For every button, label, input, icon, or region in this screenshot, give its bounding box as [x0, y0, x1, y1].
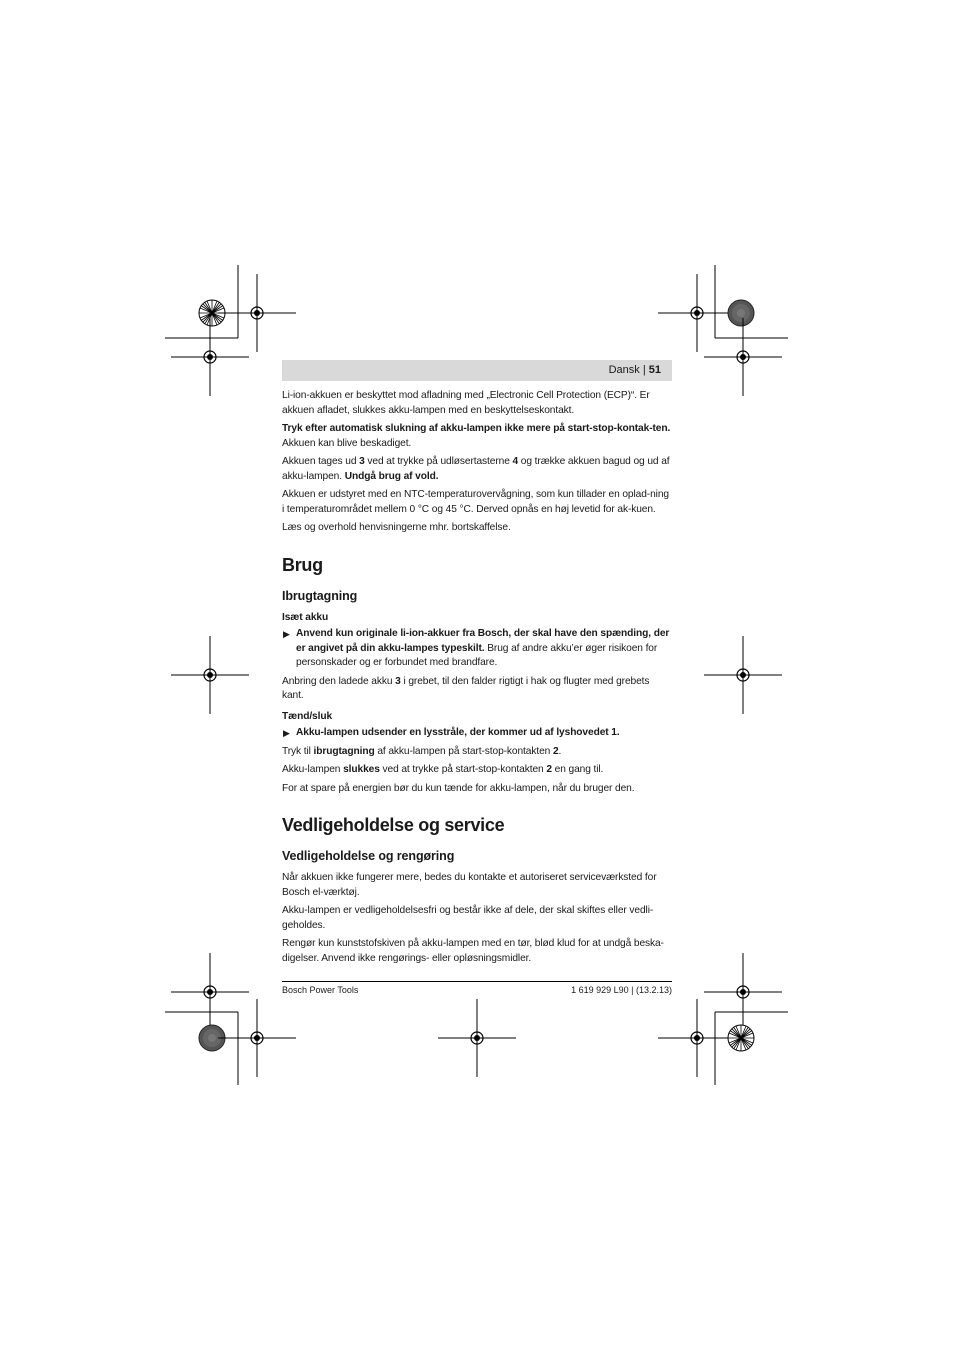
- page-content: [282, 389, 672, 970]
- heading-taend-sluk: Tænd/sluk: [282, 710, 333, 722]
- paragraph-warning: Tryk efter automatisk slukning af akku-lampen ikke mere på start-stop-kontak-ten. Akkuen kan blive beskadiget.: [282, 423, 671, 449]
- paragraph-ntc: Akkuen er udstyret med en NTC-temperaturovervågning, som kun tillader en oplad-ning i temperaturområdet mellem 0 °C og 45 °C. Derved opnås en høj levetid for ak-kuen.: [282, 489, 669, 515]
- heading-ibrugtagning: Ibrugtagning: [282, 588, 358, 603]
- paragraph-switch-on: Tryk til ibrugtagning af akku-lampen på start-stop-kontakten 2.: [282, 745, 562, 757]
- paragraph-cleaning: Rengør kun kunststofskiven på akku-lampen med en tør, blød klud for at undgå beska-digelser. Anvend ikke rengørings- eller opløsningsmidler.: [282, 938, 664, 964]
- bullet-original-batteries: ▶ Anvend kun originale li-ion-akkuer fra Bosch, der skal have den spænding, der er angivet på din akku-lampes typeskilt. Brug af andre akku’er øger risikoen for personskader og er forbundet med brandfare.: [283, 628, 670, 668]
- heading-brug: Brug: [282, 554, 323, 575]
- paragraph-switch-off: Akku-lampen slukkes ved at trykke på start-stop-kontakten 2 en gang til.: [282, 764, 604, 775]
- bullet-triangle-icon: ▶: [283, 629, 290, 639]
- paragraph-service-contact: Når akkuen ikke fungerer mere, bedes du kontakte et autoriseret serviceværksted for Bosch el-værktøj.: [282, 872, 657, 898]
- header-separator: |: [642, 364, 646, 376]
- heading-vedligeholdelse-rengoring: Vedligeholdelse og rengøring: [282, 849, 455, 863]
- header-language: Dansk: [608, 364, 640, 376]
- paragraph-maintenance-free: Akku-lampen er vedligeholdelsesfri og består ikke af dele, der skal skiftes eller vedli-geholdes.: [282, 905, 654, 931]
- paragraph-remove-battery: Akkuen tages ud 3 ved at trykke på udløsertasterne 4 og trække akkuen bagud og ud af akku-lampen. Undgå brug af vold.: [282, 456, 670, 482]
- footer-publisher: Bosch Power Tools: [282, 985, 359, 995]
- paragraph-ecp: Li-ion-akkuen er beskyttet mod afladning med „Electronic Cell Protection (ECP)“. Er akkuen afladet, slukkes akku-lampen med en beskyttelseskontakt.: [282, 390, 650, 416]
- bullet-light-beam: ▶ Akku-lampen udsender en lysstråle, der kommer ud af lyshovedet 1.: [282, 726, 672, 741]
- paragraph-insert-battery: Anbring den ladede akku 3 i grebet, til den falder rigtigt i hak og flugter med grebets kant.: [282, 675, 650, 701]
- bullet-triangle-icon: ▶: [283, 728, 290, 738]
- paragraph-disposal: Læs og overhold henvisningerne mhr. bortskaffelse.: [282, 522, 511, 533]
- paragraph-save-energy: For at spare på energien bør du kun tænde for akku-lampen, når du bruger den.: [282, 782, 635, 794]
- heading-vedligeholdelse-service: Vedligeholdelse og service: [282, 815, 505, 835]
- footer-document-id: 1 619 929 L90 | (13.2.13): [571, 985, 672, 995]
- page-number: 51: [648, 364, 661, 376]
- footer-rule: [282, 981, 672, 982]
- page-header: [282, 360, 672, 381]
- heading-isaet-akku: Isæt akku: [282, 611, 329, 623]
